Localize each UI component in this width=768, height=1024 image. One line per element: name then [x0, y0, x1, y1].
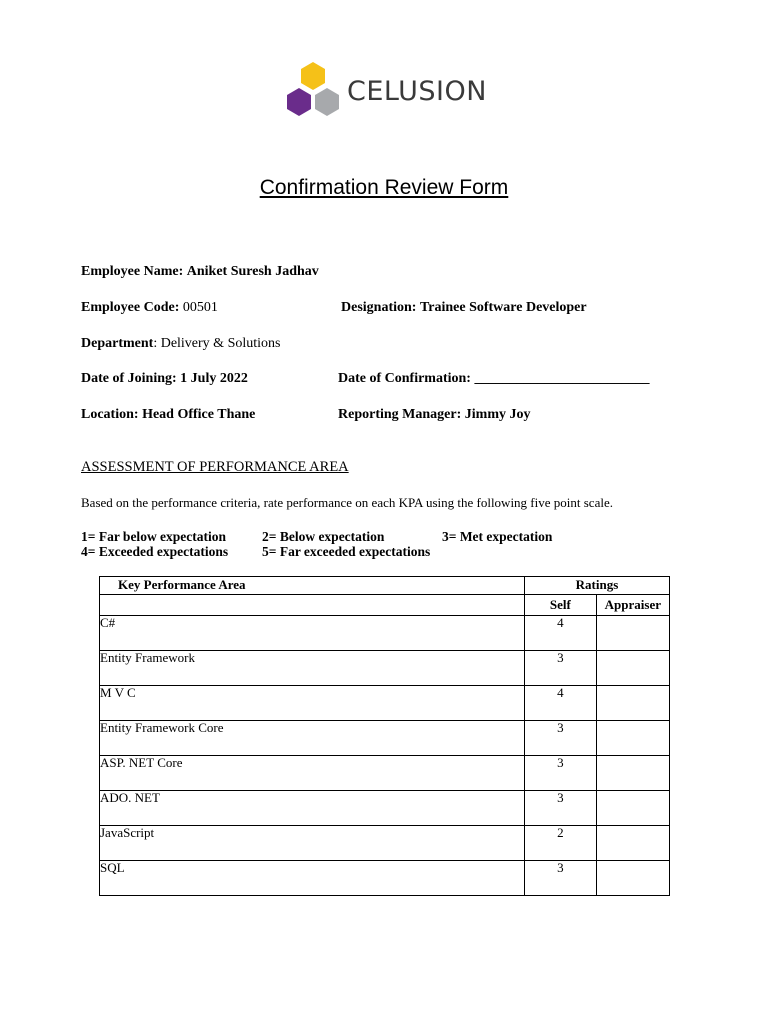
- logo-text: CELUSION: [347, 76, 487, 107]
- table-row: [100, 651, 670, 686]
- department-label: Department: [81, 336, 154, 351]
- appraiser-rating[interactable]: [596, 826, 669, 861]
- assessment-description: Based on the performance criteria, rate performance on each KPA using the following five point scale.: [81, 495, 613, 510]
- reporting-manager-label: Reporting Manager:: [338, 407, 462, 422]
- scale-item-4: 4= Exceeded expectations: [81, 544, 229, 559]
- table-row: [100, 616, 670, 651]
- appraiser-rating[interactable]: [596, 616, 669, 651]
- header-ratings: Ratings: [524, 577, 669, 595]
- kpa-name: Entity Framework: [100, 651, 525, 686]
- header-kpa: Key Performance Area: [100, 577, 525, 595]
- self-rating[interactable]: 4: [524, 616, 596, 651]
- confirmation-date-label: Date of Confirmation:: [338, 371, 471, 386]
- kpa-name: ADO. NET: [100, 791, 525, 826]
- kpa-name: SQL: [100, 861, 525, 896]
- designation-field: [341, 300, 587, 316]
- logo-hex-purple: [287, 88, 311, 116]
- kpa-name: M V C: [100, 686, 525, 721]
- appraiser-rating[interactable]: [596, 791, 669, 826]
- table-row: [100, 686, 670, 721]
- self-rating[interactable]: 3: [524, 861, 596, 896]
- celusion-logo: [285, 62, 485, 124]
- self-rating[interactable]: 3: [524, 756, 596, 791]
- page-title: Confirmation Review Form: [259, 176, 509, 199]
- kpa-name: ASP. NET Core: [100, 756, 525, 791]
- employee-code-label: Employee Code:: [81, 300, 180, 315]
- logo-hex-gray: [315, 88, 339, 116]
- appraiser-rating[interactable]: [596, 686, 669, 721]
- designation-value: Trainee Software Developer: [419, 300, 587, 315]
- table-row: [100, 756, 670, 791]
- table-row: [100, 721, 670, 756]
- location-value: Head Office Thane: [142, 407, 256, 422]
- kpa-name: C#: [100, 616, 525, 651]
- department-value: : Delivery & Solutions: [153, 336, 281, 351]
- appraiser-rating[interactable]: [596, 651, 669, 686]
- joining-date-value: 1 July 2022: [180, 371, 248, 386]
- self-rating[interactable]: 3: [524, 791, 596, 826]
- joining-date-label: Date of Joining:: [81, 371, 177, 386]
- table-row: [100, 791, 670, 826]
- department-field: [81, 336, 280, 352]
- reporting-manager-value: Jimmy Joy: [464, 407, 531, 422]
- employee-name-value: Aniket Suresh Jadhav: [186, 264, 319, 279]
- designation-label: Designation:: [341, 300, 417, 315]
- scale-item-3: 3= Met expectation: [442, 529, 553, 544]
- table-header-row: [100, 577, 670, 595]
- kpa-name: Entity Framework Core: [100, 721, 525, 756]
- header-appraiser: Appraiser: [596, 595, 669, 616]
- location-label: Location:: [81, 407, 139, 422]
- confirmation-date-field: [338, 371, 649, 387]
- subheader-empty: [100, 595, 525, 616]
- employee-name-field: [81, 264, 319, 280]
- employee-code-value: 00501: [182, 300, 218, 315]
- confirmation-date-value: _________________________: [474, 371, 650, 386]
- self-rating[interactable]: 4: [524, 686, 596, 721]
- kpa-ratings-table: [99, 576, 670, 896]
- scale-item-1: 1= Far below expectation: [81, 529, 227, 544]
- appraiser-rating[interactable]: [596, 721, 669, 756]
- employee-code-field: [81, 300, 218, 316]
- self-rating[interactable]: 3: [524, 651, 596, 686]
- appraiser-rating[interactable]: [596, 861, 669, 896]
- logo-hex-yellow: [301, 62, 325, 90]
- reporting-manager-field: [338, 407, 530, 423]
- self-rating[interactable]: 3: [524, 721, 596, 756]
- header-self: Self: [524, 595, 596, 616]
- self-rating[interactable]: 2: [524, 826, 596, 861]
- joining-date-field: [81, 371, 248, 387]
- table-row: [100, 861, 670, 896]
- assessment-heading: ASSESSMENT OF PERFORMANCE AREA: [81, 459, 349, 475]
- employee-name-label: Employee Name:: [81, 264, 184, 279]
- location-field: [81, 407, 255, 423]
- scale-item-2: 2= Below expectation: [262, 529, 385, 544]
- appraiser-rating[interactable]: [596, 756, 669, 791]
- kpa-name: JavaScript: [100, 826, 525, 861]
- scale-item-5: 5= Far exceeded expectations: [262, 544, 431, 559]
- hexagon-logo-icon: [285, 62, 347, 124]
- table-row: [100, 826, 670, 861]
- table-subheader-row: [100, 595, 670, 616]
